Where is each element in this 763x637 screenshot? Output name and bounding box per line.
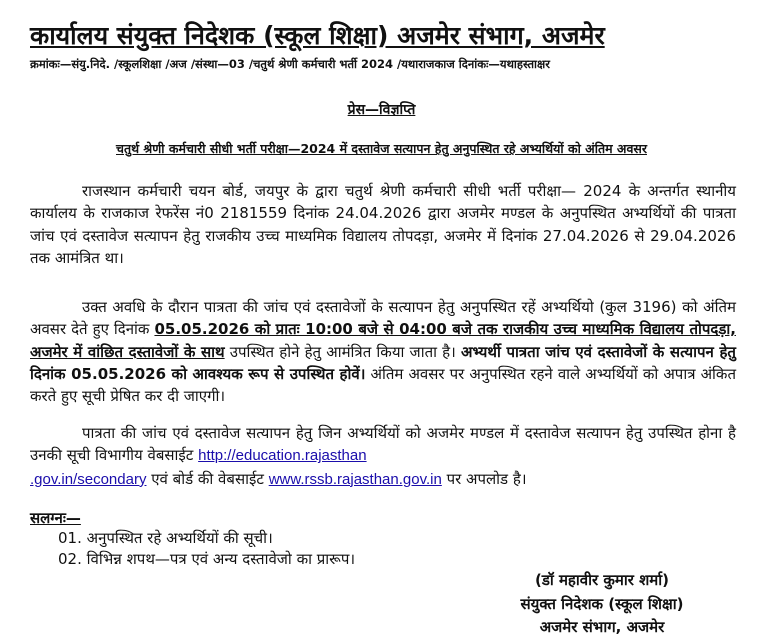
education-website-link[interactable]: http://education.rajasthan	[198, 447, 367, 465]
subject-line: चतुर्थ श्रेणी कर्मचारी सीधी भर्ती परीक्षा—2024 में दस्तावेज सत्यापन हेतु अनुपस्थित रहे अभ्यर्थियों को अंतिम अवसर	[116, 141, 647, 156]
paragraph-2	[30, 296, 736, 407]
paragraph-2-bold-schedule: 05.05.2026 को प्रातः 10:00 बजे से 04:00 बजे तक राजकीय उच्च माध्यमिक विद्यालय तोपदड़ा, अजमेर में वांछित दस्तावेजों के साथ	[30, 320, 736, 361]
paragraph-1-text: राजस्थान कर्मचारी चयन बोर्ड, जयपुर के द्वारा चतुर्थ श्रेणी कर्मचारी सीधी भर्ती परीक्षा— 2024 के अन्तर्गत स्थानीय कार्यालय के राजकाज रेफरेंस नं0 2181559 दिनांक 24.04.2026 द्वारा अजमेर मण्डल के अनुपस्थित अभ्यर्थियों की पात्रता जांच एवं दस्तावेज सत्यापन हेतु राजकीय उच्च माध्यमिक विद्यालय तोपदड़ा, अजमेर में दिनांक 27.04.2026 से 29.04.2026 तक आमंत्रित था।	[30, 182, 736, 267]
rssb-website-link[interactable]: www.rssb.rajasthan.gov.in	[268, 470, 442, 488]
signatory-office: अजमेर संभाग, अजमेर	[539, 618, 665, 636]
paragraph-2-text-a: उक्त अवधि के दौरान पात्रता की जांच एवं दस्तावेजों के सत्यापन हेतु अनुपस्थित रहें अभ्यर्थियो (कुल 3196) को अंतिम अवसर देते हुए दिनांक	[30, 298, 736, 339]
paragraph-3-text-c: पर अपलोड है।	[441, 469, 527, 488]
enclosures-heading: सलग्नः—	[30, 509, 81, 527]
paragraph-2-bold-notice: अभ्यर्थी पात्रता जांच एवं दस्तावेजों के सत्यापन हेतु दिनांक 05.05.2026 को आवश्यक रूप से उपस्थित होवें।	[30, 342, 736, 383]
signatory-designation: संयुक्त निदेशक (स्कूल शिक्षा)	[520, 595, 684, 613]
paragraph-2-text-b: उपस्थित होने हेतु आमंत्रित किया जाता है।	[224, 342, 461, 361]
paragraph-3	[30, 422, 736, 491]
paragraph-2-text-c: अंतिम अवसर पर अनुपस्थित रहने वाले अभ्यर्थियों को अपात्र अंकित करते हुए सूची प्रेषित कर दी जाएगी।	[30, 364, 736, 406]
paragraph-3-text-a: पात्रता की जांच एवं दस्तावेज सत्यापन हेतु जिन अभ्यर्थियों को अजमेर मण्डल में दस्तावेज सत्यापन हेतु उपस्थित होना है उनकी सूची विभागीय वेबसाईट	[30, 424, 736, 465]
press-release-heading: प्रेस—विज्ञप्ति	[347, 102, 416, 118]
enclosure-item: 02. विभिन्न शपथ—पत्र एवं अन्य दस्तावेजो का प्रारूप।	[58, 550, 356, 568]
reference-line: क्रमांकः—संयु.निदे. /स्कूलशिक्षा /अज /संस्था—03 /चतुर्थ श्रेणी कर्मचारी भर्ती 2024 /यथाराजकाज दिनांकः—यथाहस्ताक्षर	[30, 57, 550, 71]
paragraph-1	[30, 180, 736, 269]
office-title: कार्यालय संयुक्त निदेशक (स्कूल शिक्षा) अजमेर संभाग, अजमेर	[30, 21, 605, 50]
paragraph-3-text-b: एवं बोर्ड की वेबसाईट	[146, 469, 269, 488]
enclosure-item: 01. अनुपस्थित रहे अभ्यर्थियों की सूची।	[58, 529, 273, 547]
education-website-link-continued[interactable]: .gov.in/secondary	[30, 470, 147, 488]
signatory-name: (डॉ महावीर कुमार शर्मा)	[534, 571, 670, 589]
